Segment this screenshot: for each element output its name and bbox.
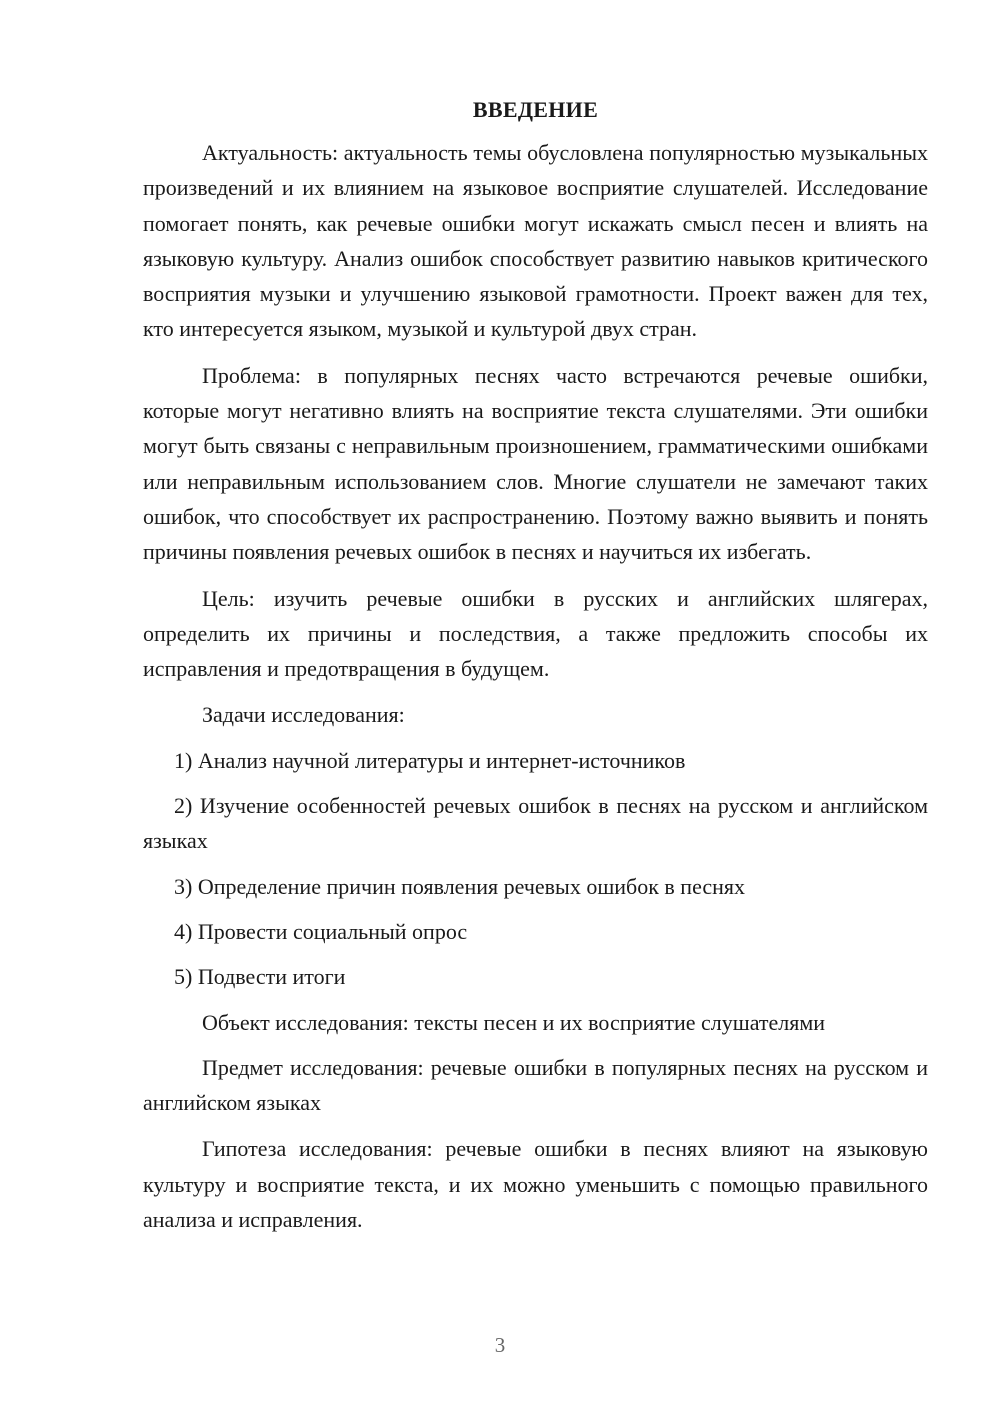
task-item-5: 5) Подвести итоги	[174, 964, 346, 990]
hypothesis-paragraph: Гипотеза исследования: речевые ошибки в песнях влияют на языковую культуру и восприятие текста, и их можно уменьшить с помощью правильного анализа и исправления.	[143, 1136, 928, 1233]
problem-paragraph: Проблема: в популярных песнях часто встречаются речевые ошибки, которые могут негативно влиять на восприятие текста слушателями. Эти ошибки могут быть связаны с неправильным произношением, грамматическими ошибками или неправильным использованием слов. Многие слушатели не замечают таких ошибок, что способствует их распространению. Поэтому важно выявить и понять причины появления речевых ошибок в песнях и научиться их избегать.	[143, 362, 928, 565]
task-item-2: 2) Изучение особенностей речевых ошибок в песнях на русском и английском языках	[143, 793, 928, 854]
task-item-3: 3) Определение причин появления речевых ошибок в песнях	[174, 873, 746, 899]
document-page	[143, 92, 928, 1248]
research-subject-paragraph: Предмет исследования: речевые ошибки в популярных песнях на русском и английском языках	[143, 1054, 928, 1116]
task-item-4: 4) Провести социальный опрос	[174, 918, 468, 944]
tasks-heading: Задачи исследования:	[202, 702, 405, 728]
relevance-paragraph: Актуальность: актуальность темы обусловлена популярностью музыкальных произведений и их влиянием на языковое восприятие слушателей. Исследование помогает понять, как речевые ошибки могут искажать смысл песен и влиять на языковую культуру. Анализ ошибок способствует развитию навыков критического восприятия музыки и улучшению языковой грамотности. Проект важен для тех, кто интересуется языком, музыкой и культурой двух стран.	[143, 140, 928, 342]
page-title: ВВЕДЕНИЕ	[472, 97, 599, 122]
research-object-paragraph: Объект исследования: тексты песен и их восприятие слушателями	[202, 1009, 826, 1035]
goal-paragraph: Цель: изучить речевые ошибки в русских и английских шлягерах, определить их причины и последствия, а также предложить способы их исправления и предотвращения в будущем.	[143, 585, 928, 682]
task-item-1: 1) Анализ научной литературы и интернет-источников	[174, 747, 686, 773]
page-number: 3	[494, 1333, 506, 1357]
